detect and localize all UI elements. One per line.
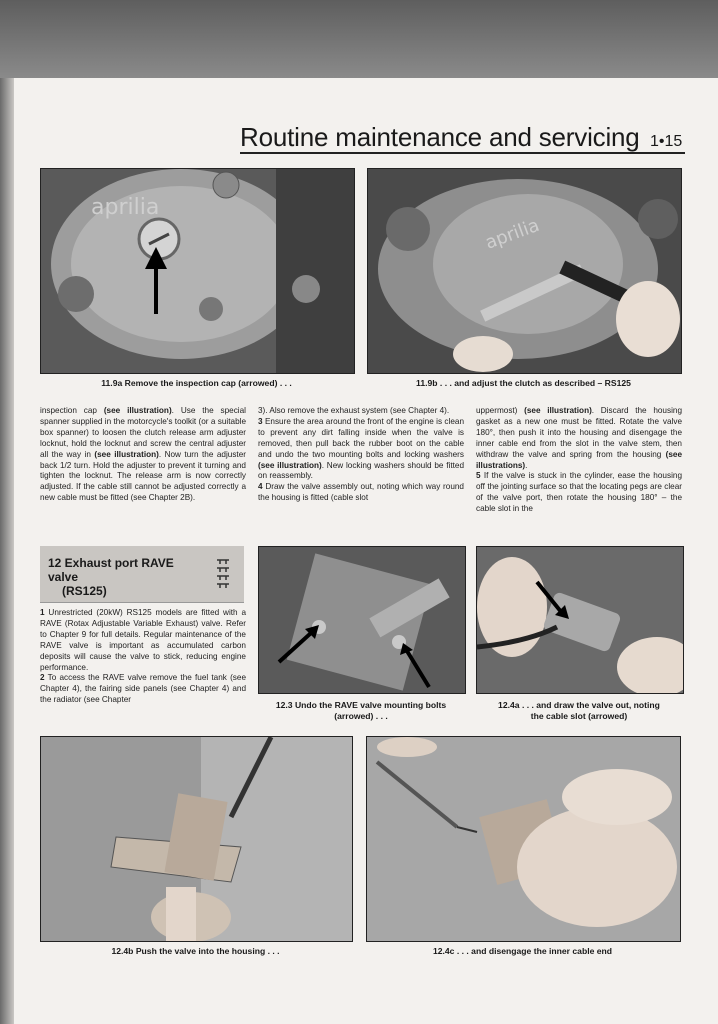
scanner-edge — [0, 0, 718, 78]
step-number: 4 — [258, 482, 263, 492]
book-spine-shadow — [0, 78, 14, 1024]
section-title — [48, 556, 198, 598]
illustration-ref: (see illustrations) — [476, 449, 682, 470]
section-heading-box — [40, 546, 244, 603]
body-column-3 — [476, 406, 682, 515]
body-column-1-top — [40, 406, 246, 504]
body-text: . Now turn the adjuster back 1/2 turn. Hold the adjuster to prevent it turning and tighten the locknut. The release arm is now correctly adjusted. If the cable still cannot be adjusted correctly a new cable must be fitted (see Chapter 2B). — [40, 449, 246, 503]
illustration-ref: (see illustration) — [524, 406, 592, 415]
photo-11-9b — [367, 168, 682, 374]
caption-line: 12.3 Undo the RAVE valve mounting bolts — [275, 700, 447, 710]
page-title: Routine maintenance and servicing — [240, 122, 640, 152]
step-number: 1 — [40, 608, 45, 617]
body-text: Draw the valve assembly out, noting which way round the housing is fitted (cable slot — [258, 482, 464, 503]
caption-12-4a — [476, 700, 682, 722]
body-column-2 — [258, 406, 464, 504]
body-text: . Use the special spanner supplied in the motorcycle's toolkit (or a suitable box spanner) to loosen the clutch release arm adjuster locknut, hold the locknut and screw the central adjuster all the way in — [40, 406, 246, 459]
body-text: If the valve is stuck in the cylinder, ease the housing off the jointing surface so that the locating pegs are clear of the valve port, then rotate the housing 180° – the cable slot in the — [476, 471, 682, 514]
step-number: 5 — [476, 471, 481, 481]
caption-11-9a: 11.9a Remove the inspection cap (arrowed) . . . — [101, 378, 292, 388]
illustration-ref: (see illustration) — [258, 460, 322, 470]
section-title-line-1: 12 Exhaust port RAVE valve — [48, 556, 174, 584]
step-number: 3 — [258, 416, 263, 426]
body-column-1-bottom — [40, 608, 246, 706]
photo-11-9a — [40, 168, 355, 374]
body-text: uppermost) — [476, 406, 525, 415]
illustration-ref: (see illustration) — [94, 449, 159, 459]
caption-12-3 — [258, 700, 464, 722]
illustration-ref: (see illustration) — [103, 406, 172, 415]
body-text: Ensure the area around the front of the engine is clean to prevent any dirt falling inside when the valve is removed, then pull back the rubber boot on the cable and undo the two mounting bolts and locking washers — [258, 416, 464, 459]
header-rule — [240, 152, 685, 154]
section-title-line-2: (RS125) — [62, 584, 107, 598]
body-text: 3). Also remove the exhaust system (see Chapter 4). — [258, 406, 450, 415]
photo-12-4b — [40, 736, 353, 942]
caption-line: (arrowed) . . . — [334, 711, 388, 721]
body-text: inspection cap — [40, 406, 104, 415]
caption-11-9b: 11.9b . . . and adjust the clutch as described – RS125 — [416, 378, 631, 388]
step-number: 2 — [40, 673, 45, 683]
body-text: . — [525, 460, 528, 470]
caption-line: the cable slot (arrowed) — [530, 711, 628, 721]
engine-cover-logo: aprilia — [91, 195, 160, 220]
caption-line: 12.4a . . . and draw the valve out, noting — [498, 700, 660, 710]
caption-12-4b: 12.4b Push the valve into the housing . . . — [111, 946, 280, 956]
body-text: Unrestricted (20kW) RS125 models are fitted with a RAVE (Rotax Adjustable Variable Exhaust) valve. Refer to Chapter 9 for full details. Regular maintenance of the RAVE valve is important as accumulated carbon deposits will cause the valve to stick, reducing engine performance. — [40, 608, 246, 672]
caption-12-4c: 12.4c . . . and disengage the inner cable end — [432, 946, 613, 956]
photo-12-4a — [476, 546, 684, 694]
body-text: . Discard the housing gasket as a new one must be fitted. Rotate the valve 180°, then push it into the housing and disengage the inner cable end from the slot in the valve stem, then withdraw the valve and spring from the housing — [476, 406, 682, 459]
svg-text:aprilia: aprilia — [482, 214, 543, 254]
photo-12-3 — [258, 546, 466, 694]
difficulty-spanner-icon — [214, 554, 236, 592]
page-number: 1•15 — [650, 133, 683, 150]
body-text: To access the RAVE valve remove the fuel tank (see Chapter 4), the fairing side panels (see Chapter 4) and the radiator (see Chapter — [40, 673, 246, 705]
photo-12-4c — [366, 736, 681, 942]
body-text: . New locking washers should be fitted on reassembly. — [258, 460, 464, 481]
